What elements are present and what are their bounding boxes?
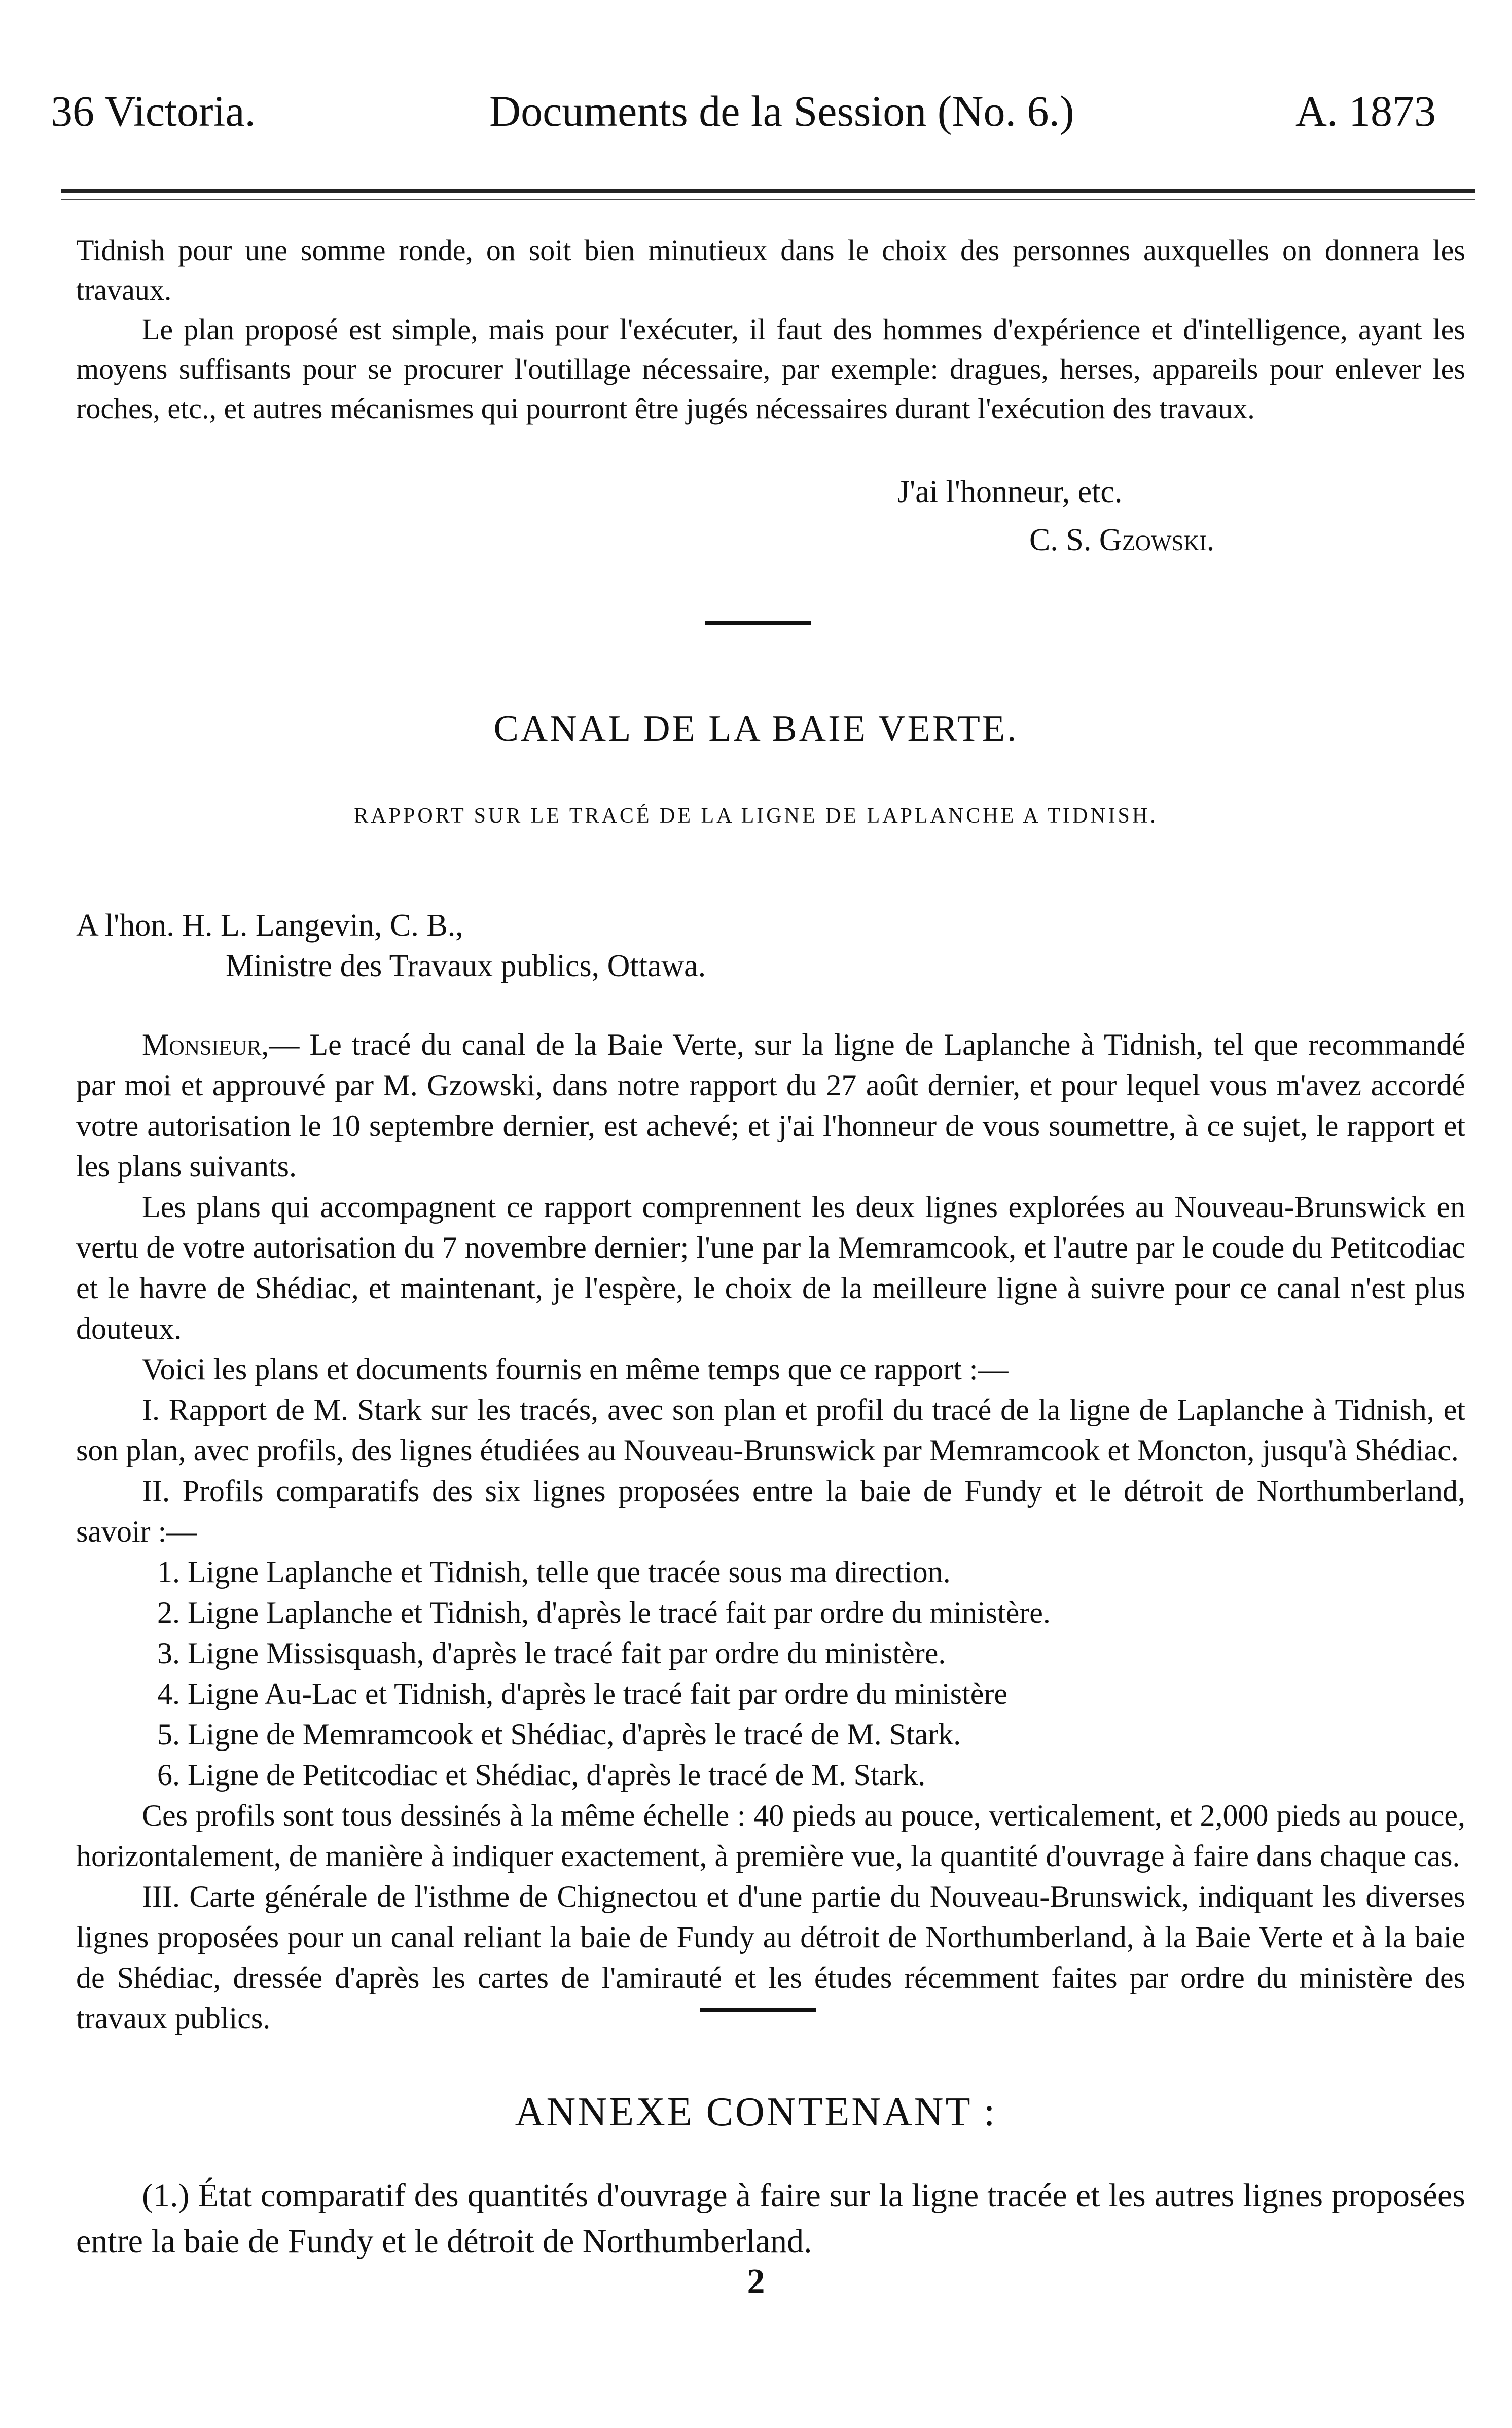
profile-list <box>76 1552 1465 1795</box>
letter-signature: C. S. Gzowski. <box>1029 523 1215 557</box>
report-paragraph <box>76 1024 1465 1187</box>
report-paragraph: Voici les plans et documents fournis en même temps que ce rapport :— <box>142 1352 1009 1386</box>
addressee-name: A l'hon. H. L. Langevin, C. B., <box>76 908 463 943</box>
annex-item <box>76 2173 1465 2264</box>
document-item: I. Rapport de M. Stark sur les tracés, avec son plan et profil du tracé de la ligne de Laplanche à Tidnish, et son plan, avec profils, des lignes étudiées au Nouveau-Brunswick par Memramcook et Moncton, jusqu'à Shédiac. <box>76 1393 1465 1467</box>
list-item: 4. Ligne Au-Lac et Tidnish, d'après le tracé fait par ordre du ministère <box>157 1677 1007 1710</box>
list-item: 3. Ligne Missisquash, d'après le tracé fait par ordre du ministère. <box>157 1636 946 1670</box>
salutation: Monsieur, <box>142 1028 269 1061</box>
annex-separator <box>700 2008 816 2012</box>
report-paragraph: Les plans qui accompagnent ce rapport comprennent les deux lignes explorées au Nouveau-Brunswick en vertu de votre autorisation du 7 novembre dernier; l'une par la Memramcook, et l'autre par le coude du Petitcodiac et le havre de Shédiac, et maintenant, je l'espère, le choix de la meilleure ligne à suivre pour ce canal n'est plus douteux. <box>76 1190 1465 1345</box>
header-year: A. 1873 <box>1295 87 1436 135</box>
letter-paragraph: Tidnish pour une somme ronde, on soit bien minutieux dans le choix des personnes auxquelles on donnera les travaux. <box>76 234 1465 306</box>
report-paragraph-text: — Le tracé du canal de la Baie Verte, sur la ligne de Laplanche à Tidnish, tel que recommandé par moi et approuvé par M. Gzowski, dans notre rapport du 27 août dernier, et pour lequel vous m'avez accordé votre autorisation le 10 septembre dernier, est achevé; et j'ai l'honneur de vous soumettre, à ce sujet, le rapport et les plans suivants. <box>76 1028 1465 1183</box>
addressee-title: Ministre des Travaux publics, Ottawa. <box>226 949 706 983</box>
letter-continuation <box>76 231 1465 429</box>
report-paragraph: Ces profils sont tous dessinés à la même échelle : 40 pieds au pouce, verticalement, et 2,000 pieds au pouce, horizontalement, de manière à indiquer exactement, à première vue, la quantité d'ouvrage à faire dans chaque cas. <box>76 1799 1465 1873</box>
header-rule <box>61 189 1475 193</box>
section-separator <box>705 621 811 625</box>
annex-item-text: (1.) État comparatif des quantités d'ouvrage à faire sur la ligne tracée et les autres lignes proposées entre la baie de Fundy et le détroit de Northumberland. <box>76 2177 1465 2260</box>
letter-paragraph: Le plan proposé est simple, mais pour l'exécuter, il faut des hommes d'expérience et d'intelligence, ayant les moyens suffisants pour se procurer l'outillage nécessaire, par exemple: dragues, herses, appareils pour enlever les roches, etc., et autres mécanismes qui pourront être jugés nécessaires durant l'exécution des travaux. <box>76 313 1465 425</box>
annex-title: ANNEXE CONTENANT : <box>515 2090 997 2134</box>
section-title: CANAL DE LA BAIE VERTE. <box>493 708 1019 749</box>
list-item: 6. Ligne de Petitcodiac et Shédiac, d'après le tracé de M. Stark. <box>157 1758 926 1792</box>
section-subtitle: RAPPORT SUR LE TRACÉ DE LA LIGNE DE LAPLANCHE A TIDNISH. <box>354 804 1158 828</box>
header-volume: 36 Victoria. <box>51 87 256 135</box>
list-item: 5. Ligne de Memramcook et Shédiac, d'après le tracé de M. Stark. <box>157 1718 961 1751</box>
header-rule-thin <box>61 199 1475 200</box>
list-item: 2. Ligne Laplanche et Tidnish, d'après le tracé fait par ordre du ministère. <box>157 1596 1051 1629</box>
header-title: Documents de la Session (No. 6.) <box>489 87 1074 135</box>
letter-closing: J'ai l'honneur, etc. <box>897 475 1123 509</box>
document-item: II. Profils comparatifs des six lignes proposées entre la baie de Fundy et le détroit de Northumberland, savoir :— <box>76 1474 1465 1548</box>
report-body <box>76 1024 1465 2039</box>
document-item: III. Carte générale de l'isthme de Chignectou et d'une partie du Nouveau-Brunswick, indiquant les diverses lignes proposées pour un canal reliant la baie de Fundy au détroit de Northumberland, à la Baie Verte et à la baie de Shédiac, dressée d'après les cartes de l'amirauté et les études récemment faites par ordre du ministère des travaux publics. <box>76 1880 1465 2035</box>
list-item: 1. Ligne Laplanche et Tidnish, telle que tracée sous ma direction. <box>157 1555 951 1589</box>
page-number: 2 <box>747 2262 765 2301</box>
